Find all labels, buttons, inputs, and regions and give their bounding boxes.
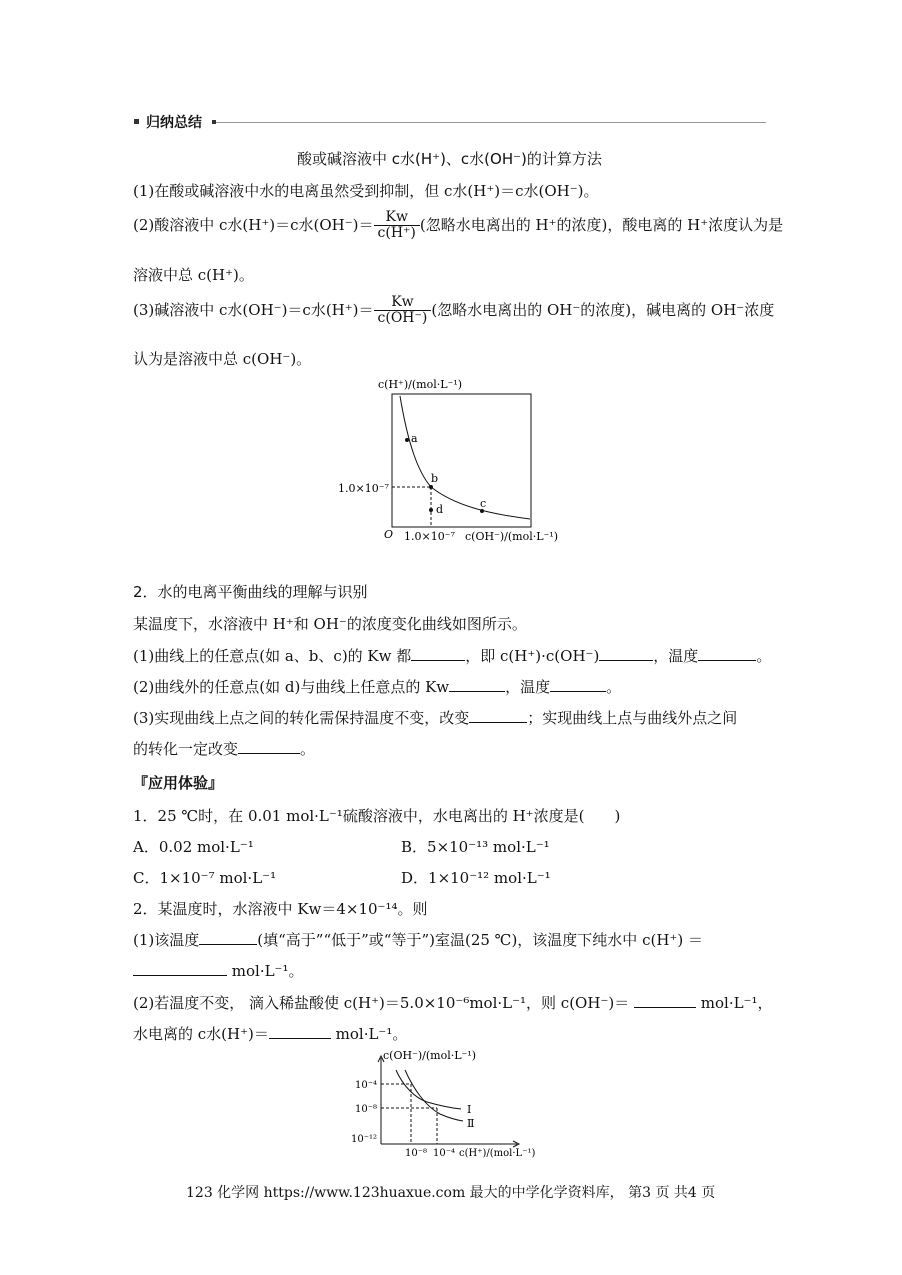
section2-q3	[133, 707, 737, 728]
label-d: d	[436, 503, 444, 516]
answer-blank[interactable]	[269, 1024, 331, 1039]
q3-text: (3)实现曲线上点之间的转化需保持温度不变，改变	[133, 709, 470, 727]
answer-blank[interactable]	[199, 930, 257, 945]
label-c: c	[480, 497, 487, 510]
q2-1-text: (1)该温度	[133, 931, 200, 949]
fig2-xtick-2: 10⁻⁴	[433, 1148, 456, 1159]
answer-blank[interactable]	[133, 961, 227, 976]
fig1-xtick: 1.0×10⁻⁷	[404, 530, 455, 543]
q2-2-text: 水电离的 c水(H⁺)＝	[133, 1025, 269, 1043]
option-b[interactable]: B．5×10⁻¹³ mol·L⁻¹	[401, 838, 550, 856]
fig1-xlabel: c(OH⁻)/(mol·L⁻¹)	[465, 530, 559, 543]
frac-den: c(OH⁻)	[374, 310, 432, 326]
answer-blank[interactable]	[634, 993, 696, 1008]
answer-blank[interactable]	[698, 646, 756, 661]
practice-q2-1	[133, 929, 703, 950]
label-b: b	[431, 472, 439, 485]
header-bullet-icon	[134, 119, 139, 124]
option-c[interactable]: C．1×10⁻⁷ mol·L⁻¹	[133, 869, 277, 887]
practice-q1: 1．25 ℃时，在 0.01 mol·L⁻¹硫酸溶液中，水电离出的 H⁺浓度是( )	[133, 807, 621, 825]
point-b	[429, 485, 433, 489]
summary-p2	[133, 210, 783, 242]
answer-blank[interactable]	[238, 739, 300, 754]
p2-post: (忽略水电离出的 H⁺的浓度)，酸电离的 H⁺浓度认为是	[419, 215, 784, 234]
section2-intro: 某温度下，水溶液中 H⁺和 OH⁻的浓度变化曲线如图所示。	[133, 615, 527, 633]
point-d	[429, 508, 433, 512]
fig2-ytick-3: 10⁻¹²	[351, 1134, 378, 1145]
summary-title: 酸或碱溶液中 c水(H⁺)、c水(OH⁻)的计算方法	[297, 150, 602, 168]
fig1-ytick: 1.0×10⁻⁷	[338, 482, 389, 495]
q2-1-text: (填“高于”“低于”或“等于”)室温(25 ℃)，该温度下纯水中 c(H⁺) ＝	[257, 931, 703, 949]
practice-q2-1-line2	[133, 960, 304, 981]
two-curve-figure	[345, 1046, 560, 1161]
fig2-ylabel: c(OH⁻)/(mol·L⁻¹)	[383, 1049, 477, 1062]
p3-post: (忽略水电离出的 OH⁻的浓度)，碱电离的 OH⁻浓度	[431, 300, 775, 319]
section2-q1	[133, 645, 771, 666]
water-ionization-curve-figure	[330, 374, 580, 549]
q2-1-text: mol·L⁻¹。	[231, 962, 304, 980]
summary-p3	[133, 295, 774, 327]
answer-blank[interactable]	[599, 646, 653, 661]
fig2-curve-I	[396, 1070, 461, 1109]
frac-num: Kw	[391, 294, 414, 310]
q3-text: 的转化一定改变	[133, 740, 239, 758]
q2-2-text: mol·L⁻¹，	[700, 994, 773, 1012]
fig2-xlabel: c(H⁺)/(mol·L⁻¹)	[459, 1148, 536, 1159]
kw-fraction	[374, 210, 420, 242]
section2-q2	[133, 676, 621, 697]
page-footer: 123 化学网 https://www.123huaxue.com 最大的中学化学资料库， 第3 页 共4 页	[186, 1185, 716, 1201]
q3-text: 。	[300, 740, 316, 758]
practice-q2-2-line2	[133, 1023, 407, 1044]
answer-blank[interactable]	[469, 708, 527, 723]
q2-text: (2)曲线外的任意点(如 d)与曲线上任意点的 Kw	[133, 678, 450, 696]
option-a[interactable]: A．0.02 mol·L⁻¹	[133, 838, 254, 856]
summary-p2-line2: 溶液中总 c(H⁺)。	[133, 266, 254, 284]
practice-header: 『应用体验』	[133, 774, 224, 792]
fig2-label-I: Ⅰ	[467, 1103, 472, 1116]
frac-den: c(H⁺)	[374, 225, 420, 241]
option-d[interactable]: D．1×10⁻¹² mol·L⁻¹	[401, 869, 551, 887]
summary-p3-line2: 认为是溶液中总 c(OH⁻)。	[133, 350, 312, 368]
practice-q2-2	[133, 992, 773, 1013]
p2-pre: (2)酸溶液中 c水(H⁺)＝c水(OH⁻)＝	[133, 215, 374, 234]
q1-text: ，温度	[653, 647, 699, 665]
section-header: 归纳总结	[146, 115, 202, 131]
q1-text: 。	[756, 647, 772, 665]
fig2-label-II: Ⅱ	[467, 1117, 475, 1130]
frac-num: Kw	[385, 209, 408, 225]
label-a: a	[411, 432, 418, 445]
fig2-ytick-2: 10⁻⁸	[355, 1104, 378, 1115]
header-rule	[216, 122, 766, 123]
practice-q2: 2．某温度时，水溶液中 Kw＝4×10⁻¹⁴。则	[133, 900, 428, 918]
p3-pre: (3)碱溶液中 c水(OH⁻)＝c水(H⁺)＝	[133, 300, 374, 319]
fig1-ylabel: c(H⁺)/(mol·L⁻¹)	[378, 378, 463, 391]
summary-p1: (1)在酸或碱溶液中水的电离虽然受到抑制，但 c水(H⁺)＝c水(OH⁻)。	[133, 182, 599, 200]
q2-text: 。	[606, 678, 622, 696]
answer-blank[interactable]	[550, 677, 606, 692]
fig2-ytick-1: 10⁻⁴	[355, 1080, 378, 1091]
q1-text: (1)曲线上的任意点(如 a、b、c)的 Kw 都	[133, 647, 412, 665]
q1-text: ，即 c(H⁺)·c(OH⁻)	[465, 647, 600, 665]
answer-blank[interactable]	[449, 677, 505, 692]
q3-text: ；实现曲线上点与曲线外点之间	[527, 709, 738, 727]
kw-fraction	[374, 295, 432, 327]
q2-text: ，温度	[505, 678, 551, 696]
fig2-xtick-1: 10⁻⁸	[405, 1148, 428, 1159]
answer-blank[interactable]	[411, 646, 465, 661]
point-a	[405, 438, 409, 442]
fig2-curve-II	[405, 1070, 463, 1121]
fig1-frame	[392, 394, 531, 527]
section2-q3-line2	[133, 738, 315, 759]
section2-title: 2．水的电离平衡曲线的理解与识别	[133, 583, 368, 601]
q2-2-text: mol·L⁻¹。	[335, 1025, 408, 1043]
q2-2-text: (2)若温度不变， 滴入稀盐酸使 c(H⁺)＝5.0×10⁻⁶mol·L⁻¹，则 c(OH⁻)＝	[133, 994, 630, 1012]
fig1-origin: O	[384, 528, 394, 541]
fig1-curve	[400, 396, 530, 519]
